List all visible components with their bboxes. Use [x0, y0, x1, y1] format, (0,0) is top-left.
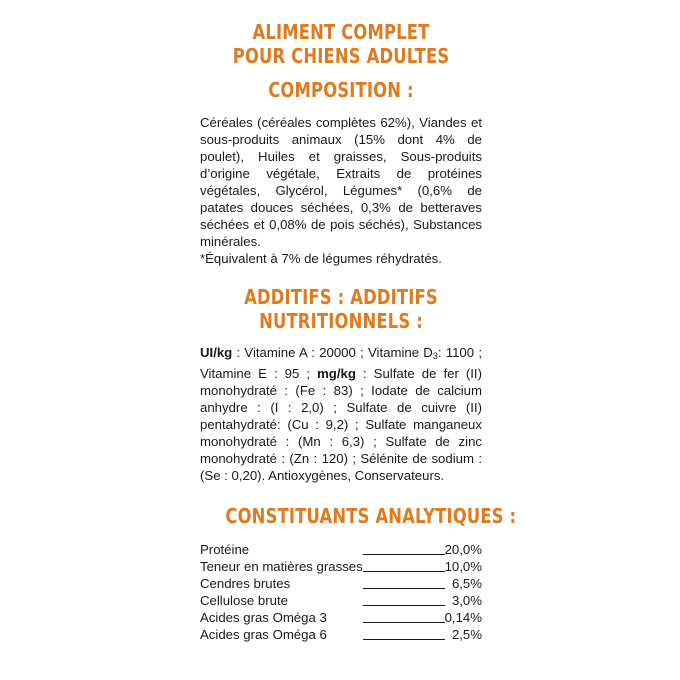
- product-title: [225, 20, 456, 68]
- composition-text: Céréales (céréales complètes 62%), Viandes et sous-produits animaux (15% dont 4% de poulet), Huiles et graisses, Sous-produits d’origine végétale, Extraits de protéines végétales, Glycérol, Légumes* (0,6% de patates douces séchées, 0,3% de betteraves séchées et 0,08% de pois séchés), Substances minérales.: [200, 115, 482, 249]
- constituent-name: Acides gras Oméga 6: [200, 627, 327, 642]
- constituent-value: 3,0%: [451, 593, 482, 608]
- additives-vitamins-part-2: : 1100 ; Vitamine E : 95 ;: [200, 345, 483, 381]
- leader-line: [363, 591, 445, 608]
- constituent-name: Acides gras Oméga 3: [200, 610, 327, 625]
- table-row: [200, 540, 482, 557]
- constituent-name: Protéine: [200, 542, 250, 557]
- subscript-3: 3: [432, 351, 438, 361]
- table-row: [200, 557, 482, 574]
- title-line-1: ALIMENT COMPLET: [252, 20, 430, 44]
- title-line-2: POUR CHIENS ADULTES: [232, 44, 450, 68]
- additives-heading-line-1: ADDITIFS : ADDITIFS: [244, 285, 438, 309]
- analytical-table: [200, 540, 482, 642]
- table-row: [200, 608, 482, 625]
- table-row: [200, 574, 482, 591]
- additives-heading-line-2: NUTRITIONNELS :: [259, 309, 423, 333]
- leader-line: [363, 608, 445, 625]
- constituent-value: 20,0%: [444, 542, 482, 557]
- composition-note: *Équivalent à 7% de légumes réhydratés.: [200, 251, 442, 266]
- constituent-value: 10,0%: [444, 559, 482, 574]
- leader-line: [363, 540, 445, 557]
- table-row: [200, 591, 482, 608]
- additives-minerals-part: : Sulfate de fer (II) monohydraté : (Fe : 83) ; Iodate de calcium anhydre : (I : 2,0) ; Sulfate de cuivre (II) pentahydraté: (Cu : 9,2) ; Sulfate manganeux monohydraté : (Mn : 6,3) ; Sulfate de zinc monohydraté : (Zn : 120) ; Sélénite de sodium : (Se : 0,20). Antioxygènes, Conservateurs.: [200, 366, 482, 483]
- leader-line: [363, 625, 445, 642]
- table-row: [200, 625, 482, 642]
- analytical-heading: CONSTITUANTS ANALYTIQUES :: [225, 504, 517, 528]
- unit-ui-kg: UI/kg: [200, 345, 233, 360]
- constituent-value: 2,5%: [451, 627, 482, 642]
- leader-line: [363, 574, 445, 591]
- constituent-name: Teneur en matières grasses: [200, 559, 363, 574]
- leader-line: [363, 557, 445, 574]
- constituent-name: Cendres brutes: [200, 576, 291, 591]
- unit-mg-kg: mg/kg: [317, 366, 356, 381]
- label-panel: [200, 20, 517, 642]
- additives-vitamins-part: : Vitamine A : 20000 ; Vitamine D: [232, 345, 433, 360]
- constituent-name: Cellulose brute: [200, 593, 288, 608]
- composition-heading: COMPOSITION :: [268, 78, 414, 102]
- constituent-value: 6,5%: [451, 576, 482, 591]
- constituent-value: 0,14%: [444, 610, 482, 625]
- additives-heading: [225, 285, 456, 333]
- additives-text: [200, 344, 482, 484]
